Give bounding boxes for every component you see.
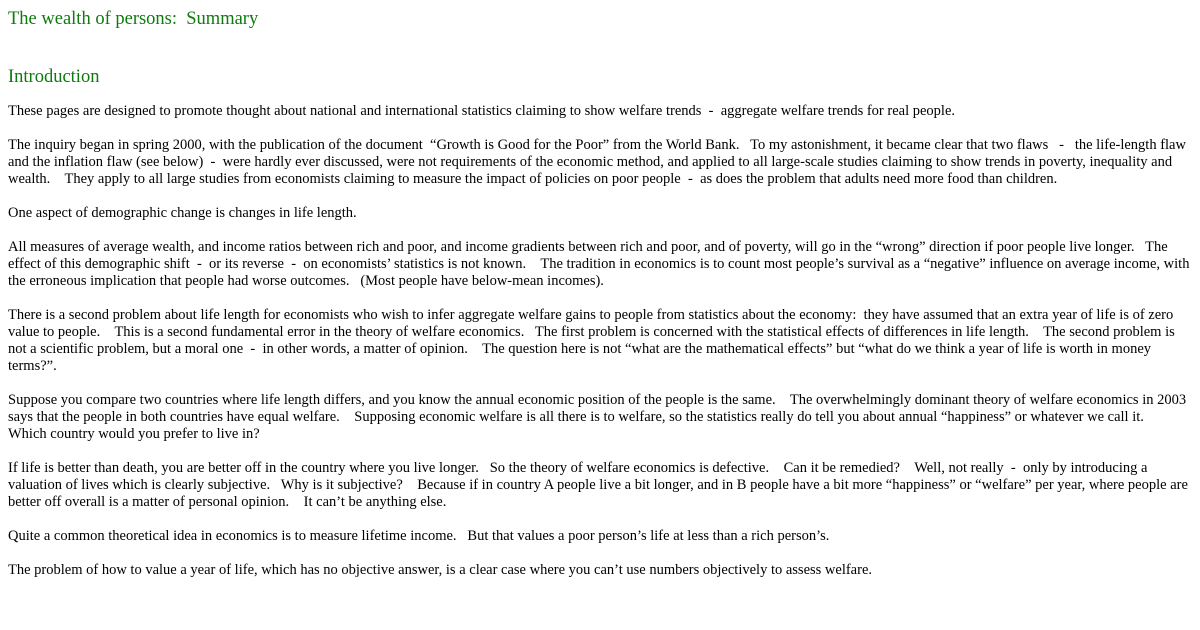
paragraph-6: Suppose you compare two countries where life length differs, and you know the annual economic position of the people is the same. The overwhelmingly dominant theory of welfare economics in 2003 says that the people in both countries have equal welfare. Supposing economic welfare is all there is to welfare, so the statistics really do tell you about annual “happiness” or whatever we call it. Which country would you prefer to live in?: [8, 392, 1190, 442]
paragraph-1: These pages are designed to promote thought about national and international statistics claiming to show welfare trends - aggregate welfare trends for real people.: [8, 103, 956, 119]
paragraph-3: One aspect of demographic change is changes in life length.: [8, 205, 357, 221]
paragraph-7: If life is better than death, you are better off in the country where you live longer. So the theory of welfare economics is defective. Can it be remedied? Well, not really - only by introducing a valuation of lives which is clearly subjective. Why is it subjective? Because if in country A people live a bit longer, and in B people have a bit more “happiness” or “welfare” per year, where people are better off overall is a matter of personal opinion. It can’t be anything else.: [8, 460, 1192, 510]
section-heading-introduction: Introduction: [8, 67, 100, 87]
paragraph-2: The inquiry began in spring 2000, with the publication of the document “Growth is Good for the Poor” from the World Bank. To my astonishment, it became clear that two flaws - the life-length flaw and the inflation flaw (see below) - were hardly ever discussed, were not requirements of the economic method, and applied to all large-scale studies claiming to show trends in poverty, inequality and wealth. They apply to all large studies from economists claiming to measure the impact of policies on poor people - as does the problem that adults need more food than children.: [8, 137, 1190, 187]
paragraph-8: Quite a common theoretical idea in economics is to measure lifetime income. But that values a poor person’s life at less than a rich person’s.: [8, 528, 830, 544]
page-title: The wealth of persons: Summary: [8, 9, 259, 29]
paragraph-4: All measures of average wealth, and income ratios between rich and poor, and income gradients between rich and poor, and of poverty, will go in the “wrong” direction if poor people live longer. The effect of this demographic shift - or its reverse - on economists’ statistics is not known. The tradition in economics is to count most people’s survival as a “negative” influence on average income, with the erroneous implication that people had worse outcomes. (Most people have below-mean incomes).: [8, 239, 1194, 289]
paragraph-5: There is a second problem about life length for economists who wish to infer aggregate welfare gains to people from statistics about the economy: they have assumed that an extra year of life is of zero value to people. This is a second fundamental error in the theory of welfare economics. The first problem is concerned with the statistical effects of differences in life length. The second problem is not a scientific problem, but a moral one - in other words, a matter of opinion. The question here is not “what are the mathematical effects” but “what do we think a year of life is worth in money terms?”.: [8, 307, 1179, 374]
paragraph-9: The problem of how to value a year of life, which has no objective answer, is a clear case where you can’t use numbers objectively to assess welfare.: [8, 562, 873, 578]
article-body: [8, 103, 1194, 579]
